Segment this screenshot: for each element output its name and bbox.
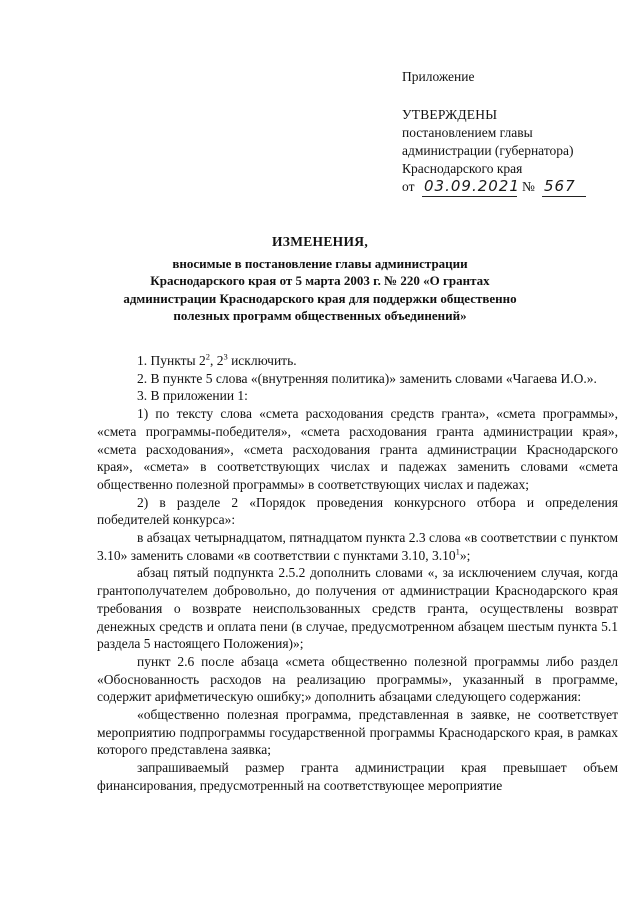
approval-block [402,68,574,200]
paragraph-10: запрашиваемый размер гранта администрации края превышает объем финансирования, предусмотренный на соответствующее мероприятие [97,760,618,793]
approval-line-2: администрации (губернатора) [402,143,574,158]
title-heading: ИЗМЕНЕНИЯ, [271,234,368,249]
paragraph-3: 3. В приложении 1: [137,388,248,404]
document-body [97,352,618,795]
number-underline [542,196,586,197]
paragraph-5: 2) в разделе 2 «Порядок проведения конкурсного отбора и определения победителей конкурса»: [97,494,618,528]
approval-dateline [402,178,574,200]
title-line-3: администрации Краснодарского края для поддержки общественно [123,290,517,306]
paragraph-9: «общественно полезная программа, представленная в заявке, не соответствует мероприятию подпрограммы государственной программы Краснодарского края, в рамках которого представлена заявка; [97,707,618,758]
approval-line-1: постановлением главы [402,125,533,140]
paragraph-2: 2. В пункте 5 слова «(внутренняя политика)» заменить словами «Чагаева И.О.». [137,370,597,386]
paragraph-text: в абзацах четырнадцатом, пятнадцатом пункта 2.3 слова «в соответствии с пунктом 3.10» заменить словами «в соответствии с пунктами 3.10, 3.10 [97,530,618,563]
number-sign: № [522,179,535,194]
paragraph-text: , 2 [209,353,224,368]
paragraph-text: 1. Пункты 2 [137,353,206,368]
handwritten-date: 03.09.2021 [424,177,520,195]
title-line-2: Краснодарского края от 5 марта 2003 г. № 220 «О грантах [150,273,490,289]
handwritten-number: 567 [544,177,576,195]
approved-label: УТВЕРЖДЕНЫ [402,107,498,122]
appendix-label: Приложение [402,69,475,84]
paragraph-1 [97,352,618,370]
superscript: 1 [455,546,460,557]
paragraph-6 [97,529,618,564]
approval-line-3: Краснодарского края [402,161,523,176]
document-title [100,233,540,325]
from-label: от [402,179,415,194]
superscript: 3 [223,351,228,362]
paragraph-8: пункт 2.6 после абзаца «смета общественно полезной программы либо раздел «Обоснованность расходов на реализацию программы», указанный в программе, содержит арифметическую ошибку;» дополнить абзацами следующего содержания: [97,653,618,705]
title-line-1: вносимые в постановление главы администрации [172,255,468,271]
paragraph-7: абзац пятый подпункта 2.5.2 дополнить словами «, за исключением случая, когда грантополучателем добровольно, до получения от администрации Краснодарского края требования о возврате неиспользованных средств гранта, осуществлены возврат денежных средств и оплата пени (в случае, предусмотренном абзацем шестым пункта 5.1 раздела 5 настоящего Положения)»; [97,565,618,652]
paragraph-text: исключить. [227,353,297,368]
date-underline [422,196,517,197]
superscript: 2 [205,351,210,362]
paragraph-text: »; [459,547,471,563]
title-line-4: полезных программ общественных объединений» [173,308,467,324]
paragraph-4: 1) по тексту слова «смета расходования средств гранта», «смета программы», «смета программы-победителя», «смета расходования гранта администрации края», «смета расходования», «смета расходования гранта администрации Краснодарского края», «смета» в соответствующих числах и падежах заменить словами «смета общественно полезной программы» в соответствующих числах и падежах; [97,406,618,492]
